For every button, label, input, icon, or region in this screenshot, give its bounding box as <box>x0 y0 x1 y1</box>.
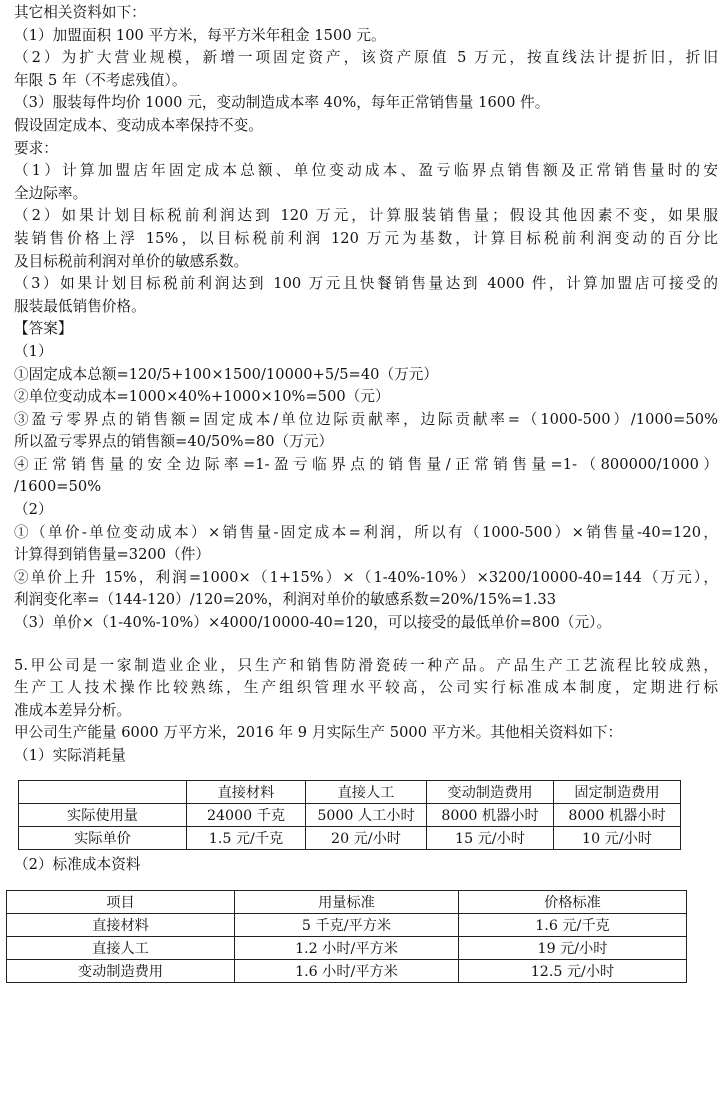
info-item-1: （1）加盟面积 100 平方米，每平方米年租金 1500 元。 <box>14 26 386 44</box>
table-cell: 直接材料 <box>7 914 235 937</box>
info-item-2: （2）为扩大营业规模，新增一项固定资产，该资产原值 5 万元，按直线法计提折旧，折旧 <box>14 49 718 67</box>
table-header-cell: 直接人工 <box>306 780 427 803</box>
table-cell: 直接人工 <box>7 937 235 960</box>
question-5-intro: 5.甲公司是一家制造业企业，只生产和销售防滑瓷砖一种产品。产品生产工艺流程比较成熟， <box>14 656 718 674</box>
requirement-2-cont: 装销售价格上浮 15%，以目标税前利润 120 万元为基数，计算目标税前利润变动的百分比 <box>14 229 718 247</box>
table-cell: 1.6 小时/平方米 <box>235 960 459 983</box>
answer-heading: 【答案】 <box>14 320 73 338</box>
answer-1-step-4: ④正常销售量的安全边际率=1-盈亏临界点的销售量/正常销售量=1-（800000/1000） <box>14 455 718 473</box>
requirement-1: （1）计算加盟店年固定成本总额、单位变动成本、盈亏临界点销售额及正常销售量时的安 <box>14 162 718 180</box>
requirement-1-cont: 全边际率。 <box>14 184 88 202</box>
table-cell: 10 元/小时 <box>554 826 681 849</box>
requirement-3: （3）如果计划目标税前利润达到 100 万元且快餐销售量达到 4000 件，计算加盟店可接受的 <box>14 275 718 293</box>
table-cell: 19 元/小时 <box>459 937 687 960</box>
table-row <box>19 826 681 849</box>
answer-part-3: （3）单价×（1-40%-10%）×4000/10000-40=120，可以接受的最低单价=800（元）。 <box>14 614 612 632</box>
table-2-caption: （2）标准成本资料 <box>14 855 141 873</box>
question-5-capacity: 甲公司生产能量 6000 万平方米，2016 年 9 月实际生产 5000 平方米。其他相关资料如下： <box>14 724 623 742</box>
requirements-heading: 要求： <box>14 139 58 157</box>
table-row <box>7 960 687 983</box>
table-cell: 1.5 元/千克 <box>187 826 306 849</box>
question-5-intro-cont: 生产工人技术操作比较熟练，生产组织管理水平较高，公司实行标准成本制度，定期进行标 <box>14 679 718 697</box>
answer-1-step-3: ③盈亏零界点的销售额=固定成本/单位边际贡献率，边际贡献率=（1000-500）/1000=50% <box>14 410 718 428</box>
table-cell: 实际单价 <box>19 826 187 849</box>
table-header-cell: 直接材料 <box>187 780 306 803</box>
table-cell: 8000 机器小时 <box>554 803 681 826</box>
table-cell: 实际使用量 <box>19 803 187 826</box>
answer-2-step-2: ②单价上升 15%，利润=1000×（1+15%）×（1-40%-10%）×3200/10000-40=144（万元）， <box>14 568 718 586</box>
table-1-caption: （1）实际消耗量 <box>14 747 126 764</box>
table-cell: 12.5 元/小时 <box>459 960 687 983</box>
table-header-cell: 变动制造费用 <box>427 780 554 803</box>
standard-cost-table <box>6 890 687 983</box>
table-header-row <box>19 780 681 803</box>
requirement-2: （2）如果计划目标税前利润达到 120 万元，计算服装销售量；假设其他因素不变，如果服 <box>14 207 718 225</box>
table-cell: 15 元/小时 <box>427 826 554 849</box>
answer-2-step-1: ①（单价-单位变动成本）×销售量-固定成本=利润，所以有（1000-500）×销售量-40=120， <box>14 523 718 541</box>
assumption: 假设固定成本、变动成本率保持不变。 <box>14 116 263 134</box>
info-item-2-cont: 年限 5 年（不考虑残值）。 <box>14 71 187 89</box>
table-cell: 24000 千克 <box>187 803 306 826</box>
table-cell: 20 元/小时 <box>306 826 427 849</box>
info-item-3: （3）服装每件均价 1000 元，变动制造成本率 40%，每年正常销售量 1600 件。 <box>14 94 550 112</box>
table-row <box>7 937 687 960</box>
answer-2-step-2-cont: 利润变化率=（144-120）/120=20%，利润对单价的敏感系数=20%/15%=1.33 <box>14 591 557 609</box>
answer-1-step-4-cont: /1600=50% <box>14 478 102 496</box>
answer-2-step-1-cont: 计算得到销售量=3200（件） <box>14 546 211 564</box>
table-header-cell <box>19 780 187 803</box>
answer-1-step-3-cont: 所以盈亏零界点的销售额=40/50%=80（万元） <box>14 433 334 451</box>
table-cell: 变动制造费用 <box>7 960 235 983</box>
answer-1-step-1: ①固定成本总额=120/5+100×1500/10000+5/5=40（万元） <box>14 365 439 383</box>
table-header-cell: 价格标准 <box>459 891 687 914</box>
table-header-cell: 固定制造费用 <box>554 780 681 803</box>
table-row <box>7 914 687 937</box>
answer-part-2: （2） <box>14 501 53 519</box>
table-cell: 1.6 元/千克 <box>459 914 687 937</box>
table-cell: 5000 人工小时 <box>306 803 427 826</box>
answer-1-step-2: ②单位变动成本=1000×40%+1000×10%=500（元） <box>14 388 390 406</box>
requirement-2-cont-2: 及目标税前利润对单价的敏感系数。 <box>14 252 249 270</box>
table-header-cell: 用量标准 <box>235 891 459 914</box>
table-cell: 1.2 小时/平方米 <box>235 937 459 960</box>
table-row <box>19 803 681 826</box>
table-cell: 8000 机器小时 <box>427 803 554 826</box>
table-cell: 5 千克/平方米 <box>235 914 459 937</box>
requirement-3-cont: 服装最低销售价格。 <box>14 297 146 315</box>
table-header-cell: 项目 <box>7 891 235 914</box>
actual-consumption-table <box>18 780 681 850</box>
question-5-intro-cont-2: 准成本差异分析。 <box>14 701 132 719</box>
intro-heading: 其它相关资料如下： <box>14 4 146 21</box>
answer-part-1: （1） <box>14 342 53 360</box>
table-header-row <box>7 891 687 914</box>
